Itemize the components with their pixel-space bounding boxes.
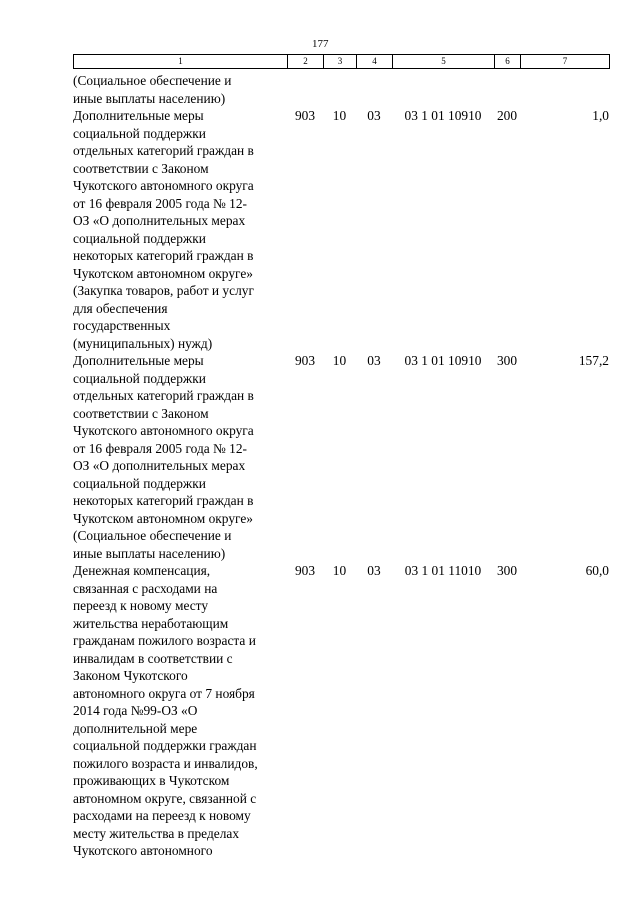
target-article-code: 03 1 01 10910 (404, 353, 482, 368)
target-article-code (392, 72, 494, 107)
section-code: 10 (332, 563, 347, 578)
ministry-code: 903 (294, 108, 316, 123)
table-row (73, 107, 609, 352)
section-code: 10 (332, 353, 347, 368)
amount: 60,0 (585, 563, 609, 578)
expense-type-code (494, 72, 520, 107)
expense-description: (Социальное обеспечение и иные выплаты населению) (73, 73, 232, 106)
subsection-code: 03 (367, 563, 381, 578)
column-number-4: 4 (357, 55, 393, 69)
target-article-code: 03 1 01 11010 (404, 563, 482, 578)
column-header-row (73, 54, 610, 69)
page-number: 177 (312, 38, 329, 50)
column-number-6: 6 (495, 55, 521, 69)
section-code (323, 72, 356, 107)
expense-description: Дополнительные меры социальной поддержки отдельных категорий граждан в соответствии с Законом Чукотского автономного округа от 16 февраля 2005 года № 12- ОЗ «О дополнительных мерах социальной поддержки некоторых категорий граждан в Чукотском автономном округе» (Социальное обеспечение и иные выплаты населению) (73, 353, 254, 561)
column-number-1: 1 (74, 55, 288, 69)
column-number-3: 3 (324, 55, 357, 69)
section-code: 10 (332, 108, 347, 123)
subsection-code: 03 (367, 108, 381, 123)
subsection-code: 03 (367, 353, 381, 368)
column-number-2: 2 (288, 55, 324, 69)
expense-description: Дополнительные меры социальной поддержки отдельных категорий граждан в соответствии с Законом Чукотского автономного округа от 16 февраля 2005 года № 12- ОЗ «О дополнительных мерах социальной поддержки некоторых категорий граждан в Чукотском автономном округе» (Закупка товаров, работ и услуг для обеспечения государственных (муниципальных) нужд) (73, 108, 254, 351)
ministry-code: 903 (294, 563, 316, 578)
budget-table (73, 72, 609, 860)
amount: 157,2 (578, 353, 609, 368)
expense-description: Денежная компенсация, связанная с расходами на переезд к новому месту жительства неработающим гражданам пожилого возраста и инвалидам в соответствии с Законом Чукотского автономного округа от 7 ноября 2014 года №99-ОЗ «О дополнительной мере социальной поддержки граждан пожилого возраста и инвалидов, проживающих в Чукотском автономном округе, связанной с расходами на переезд к новому месту жительства в пределах Чукотского автономного (73, 563, 258, 858)
subsection-code (356, 72, 392, 107)
expense-type-code: 200 (496, 108, 518, 123)
amount: 1,0 (592, 108, 609, 123)
target-article-code: 03 1 01 10910 (404, 108, 482, 123)
expense-type-code: 300 (496, 353, 518, 368)
table-row (73, 352, 609, 562)
column-number-5: 5 (393, 55, 495, 69)
column-number-7: 7 (521, 55, 610, 69)
table-row (73, 562, 609, 860)
table-row (73, 72, 609, 107)
expense-type-code: 300 (496, 563, 518, 578)
ministry-code: 903 (294, 353, 316, 368)
amount (520, 72, 609, 107)
ministry-code (287, 72, 323, 107)
